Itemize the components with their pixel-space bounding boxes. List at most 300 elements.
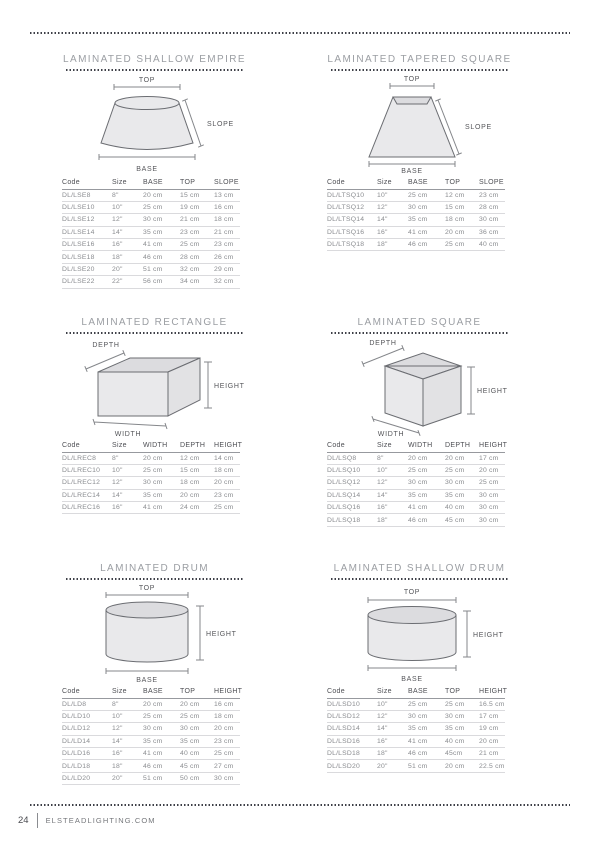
table-cell: 32 cm: [180, 263, 214, 275]
table-header-row: [327, 686, 505, 698]
table-row: [327, 452, 505, 464]
table-cell: 23 cm: [479, 189, 505, 201]
table-cell: 14": [112, 226, 143, 238]
table-cell: 25 cm: [445, 464, 479, 476]
column-header: Code: [327, 177, 377, 189]
table-row: [327, 735, 505, 747]
table-cell: 17 cm: [479, 710, 505, 722]
size-table: [62, 686, 243, 785]
table-cell: 25 cm: [180, 710, 214, 722]
column-header: TOP: [180, 177, 214, 189]
table-cell: 14": [112, 735, 143, 747]
table-cell: 20 cm: [143, 452, 180, 464]
table-cell: 40 cm: [180, 748, 214, 760]
table-cell: 19 cm: [180, 201, 214, 213]
table-cell: 36 cm: [479, 226, 505, 238]
table-cell: 35 cm: [143, 226, 180, 238]
table-row: [62, 189, 240, 201]
table-cell: 22": [112, 276, 143, 288]
section-shallow-drum: [327, 563, 512, 785]
column-header: BASE: [408, 177, 445, 189]
table-cell: 23 cm: [214, 735, 240, 747]
table-cell: 18 cm: [180, 477, 214, 489]
bottom-divider: [30, 804, 570, 806]
table-cell: 26 cm: [214, 251, 240, 263]
table-cell: 10": [112, 201, 143, 213]
table-cell: 30 cm: [479, 489, 505, 501]
table-cell: 20 cm: [143, 698, 180, 710]
column-header: DEPTH: [180, 440, 214, 452]
dim-label-base: BASE: [136, 166, 158, 173]
table-row: [62, 710, 240, 722]
table-cell: 12": [112, 477, 143, 489]
size-table: [62, 177, 240, 289]
table-cell: 23 cm: [214, 489, 240, 501]
table-cell: 41 cm: [408, 735, 445, 747]
table-cell: 22.5 cm: [479, 760, 505, 772]
square-shade-diagram: [327, 334, 512, 438]
column-header: BASE: [408, 686, 445, 698]
table-cell: 18": [112, 251, 143, 263]
column-header: HEIGHT: [479, 686, 505, 698]
table-cell: 16": [112, 748, 143, 760]
table-cell: DL/LSE12: [62, 214, 112, 226]
table-cell: DL/LSQ10: [327, 464, 377, 476]
table-cell: DL/LSE8: [62, 189, 112, 201]
table-cell: 30 cm: [143, 477, 180, 489]
table-cell: 20 cm: [479, 735, 505, 747]
table-header-row: [62, 177, 240, 189]
dim-label-top: TOP: [403, 589, 421, 596]
table-row: [62, 276, 240, 288]
table-cell: DL/LD8: [62, 698, 112, 710]
table-cell: 35 cm: [445, 723, 479, 735]
table-cell: 35 cm: [408, 214, 445, 226]
table-cell: 10": [112, 710, 143, 722]
table-row: [62, 698, 240, 710]
table-row: [327, 201, 505, 213]
dim-label-base: BASE: [401, 168, 423, 173]
table-cell: DL/LD20: [62, 772, 112, 784]
table-cell: 10": [112, 464, 143, 476]
table-cell: 20 cm: [479, 464, 505, 476]
table-cell: 46 cm: [408, 239, 445, 251]
table-cell: DL/LSE22: [62, 276, 112, 288]
dim-label-width: WIDTH: [377, 431, 405, 436]
column-header: Size: [377, 440, 408, 452]
table-row: [62, 239, 240, 251]
table-cell: 30 cm: [445, 710, 479, 722]
column-header: TOP: [445, 686, 479, 698]
table-row: [62, 489, 240, 501]
table-cell: 41 cm: [408, 502, 445, 514]
table-cell: 56 cm: [143, 276, 180, 288]
table-row: [327, 489, 505, 501]
table-cell: DL/LSE20: [62, 263, 112, 275]
table-cell: 10": [377, 698, 408, 710]
table-cell: 16.5 cm: [479, 698, 505, 710]
section-title: LAMINATED RECTANGLE: [81, 317, 228, 328]
section-title: LAMINATED SQUARE: [357, 317, 482, 328]
table-cell: DL/LSQ14: [327, 489, 377, 501]
section-square: [327, 317, 512, 563]
table-cell: 16 cm: [214, 698, 240, 710]
table-cell: 14 cm: [214, 452, 240, 464]
table-header-row: [327, 177, 505, 189]
table-cell: 35 cm: [143, 489, 180, 501]
table-cell: 16": [377, 735, 408, 747]
size-table: [327, 686, 508, 773]
table-row: [327, 710, 505, 722]
column-header: Code: [327, 686, 377, 698]
column-header: Size: [377, 686, 408, 698]
table-cell: 30 cm: [408, 477, 445, 489]
table-cell: 20 cm: [445, 452, 479, 464]
table-cell: 25 cm: [143, 710, 180, 722]
column-header: Code: [62, 177, 112, 189]
table-row: [62, 464, 240, 476]
table-cell: 46 cm: [408, 748, 445, 760]
table-cell: 12": [377, 477, 408, 489]
table-header-row: [62, 440, 240, 452]
table-cell: 40 cm: [479, 239, 505, 251]
size-table: [327, 440, 508, 527]
table-cell: 35 cm: [408, 723, 445, 735]
column-header: Size: [112, 177, 143, 189]
table-row: [327, 760, 505, 772]
section-title: LAMINATED TAPERED SQUARE: [327, 54, 512, 65]
table-cell: 15 cm: [180, 464, 214, 476]
table-row: [62, 214, 240, 226]
table-cell: 25 cm: [408, 698, 445, 710]
table-row: [327, 239, 505, 251]
table-cell: 18": [377, 748, 408, 760]
table-cell: 46 cm: [408, 514, 445, 526]
table-cell: 28 cm: [479, 201, 505, 213]
table-cell: 41 cm: [143, 748, 180, 760]
column-header: HEIGHT: [214, 440, 240, 452]
drum-shade-diagram: [62, 580, 247, 684]
table-cell: 14": [377, 489, 408, 501]
website-link[interactable]: ELSTEADLIGHTING.COM: [45, 816, 156, 825]
page-footer: [18, 813, 156, 828]
table-cell: 30 cm: [479, 502, 505, 514]
table-cell: 20 cm: [214, 723, 240, 735]
table-cell: 17 cm: [479, 452, 505, 464]
table-cell: 35 cm: [408, 489, 445, 501]
table-cell: 20 cm: [143, 189, 180, 201]
dim-label-height: HEIGHT: [214, 383, 245, 390]
table-cell: DL/LTSQ14: [327, 214, 377, 226]
table-cell: DL/LREC12: [62, 477, 112, 489]
empire-shade-diagram: [62, 71, 247, 175]
table-row: [327, 514, 505, 526]
table-cell: DL/LSQ16: [327, 502, 377, 514]
table-cell: 15 cm: [180, 189, 214, 201]
table-cell: 30 cm: [445, 477, 479, 489]
table-cell: 16": [377, 226, 408, 238]
table-cell: DL/LD12: [62, 723, 112, 735]
column-header: WIDTH: [408, 440, 445, 452]
table-cell: DL/LSD10: [327, 698, 377, 710]
table-row: [327, 502, 505, 514]
table-cell: 12": [377, 710, 408, 722]
table-cell: DL/LTSQ18: [327, 239, 377, 251]
table-cell: DL/LSD14: [327, 723, 377, 735]
table-cell: 30 cm: [408, 201, 445, 213]
table-cell: 16 cm: [214, 201, 240, 213]
table-cell: DL/LREC14: [62, 489, 112, 501]
column-header: Size: [112, 440, 143, 452]
table-cell: 35 cm: [180, 735, 214, 747]
table-row: [62, 502, 240, 514]
rectangle-shade-diagram: [62, 334, 247, 438]
table-cell: 8": [377, 452, 408, 464]
table-cell: 18 cm: [214, 710, 240, 722]
dim-label-depth: DEPTH: [92, 342, 120, 349]
table-cell: 28 cm: [180, 251, 214, 263]
table-cell: DL/LREC8: [62, 452, 112, 464]
table-cell: 12": [112, 723, 143, 735]
table-cell: 30 cm: [143, 214, 180, 226]
table-cell: 34 cm: [180, 276, 214, 288]
table-row: [62, 263, 240, 275]
table-cell: 20 cm: [214, 477, 240, 489]
column-header: Size: [112, 686, 143, 698]
table-cell: DL/LSD18: [327, 748, 377, 760]
column-header: Size: [377, 177, 408, 189]
table-cell: 30 cm: [479, 514, 505, 526]
table-cell: 51 cm: [408, 760, 445, 772]
page-number: 24: [18, 815, 29, 826]
table-cell: 25 cm: [479, 477, 505, 489]
table-cell: 50 cm: [180, 772, 214, 784]
table-cell: 16": [112, 502, 143, 514]
table-cell: 41 cm: [408, 226, 445, 238]
table-row: [62, 735, 240, 747]
table-cell: DL/LSE16: [62, 239, 112, 251]
table-cell: DL/LSE14: [62, 226, 112, 238]
table-row: [327, 748, 505, 760]
table-cell: 40 cm: [445, 735, 479, 747]
section-title: LAMINATED DRUM: [100, 563, 209, 574]
column-header: HEIGHT: [479, 440, 505, 452]
table-cell: 21 cm: [214, 226, 240, 238]
table-cell: 12": [112, 214, 143, 226]
table-cell: 20 cm: [180, 489, 214, 501]
table-cell: 18 cm: [214, 214, 240, 226]
dim-label-slope: SLOPE: [465, 124, 492, 131]
table-cell: 12": [377, 201, 408, 213]
table-row: [62, 201, 240, 213]
table-cell: 45cm: [445, 748, 479, 760]
size-table: [62, 440, 243, 514]
column-header: SLOPE: [214, 177, 240, 189]
table-row: [62, 760, 240, 772]
table-cell: 51 cm: [143, 263, 180, 275]
table-cell: 16": [112, 239, 143, 251]
table-cell: 19 cm: [479, 723, 505, 735]
section-title: LAMINATED SHALLOW DRUM: [333, 563, 506, 574]
table-cell: 27 cm: [214, 760, 240, 772]
table-cell: 20 cm: [445, 760, 479, 772]
table-cell: 25 cm: [214, 748, 240, 760]
dim-label-top: TOP: [138, 77, 156, 84]
column-header: DEPTH: [445, 440, 479, 452]
table-cell: 45 cm: [180, 760, 214, 772]
table-cell: 18": [377, 514, 408, 526]
section-tapered-square: [327, 54, 512, 317]
section-rectangle: [62, 317, 247, 563]
table-row: [62, 226, 240, 238]
table-cell: 14": [112, 489, 143, 501]
table-cell: 46 cm: [143, 251, 180, 263]
table-cell: 25 cm: [408, 189, 445, 201]
table-cell: DL/LSE10: [62, 201, 112, 213]
table-cell: 30 cm: [408, 710, 445, 722]
shallow-drum-shade-diagram: [327, 580, 512, 684]
table-cell: 35 cm: [143, 735, 180, 747]
table-cell: 41 cm: [143, 502, 180, 514]
dim-label-width: WIDTH: [114, 431, 142, 436]
table-cell: 20": [112, 772, 143, 784]
section-shallow-empire: [62, 54, 247, 317]
table-cell: DL/LSD20: [327, 760, 377, 772]
table-cell: 25 cm: [143, 201, 180, 213]
section-title: LAMINATED SHALLOW EMPIRE: [63, 54, 246, 65]
table-cell: 30 cm: [143, 723, 180, 735]
table-row: [62, 772, 240, 784]
table-cell: 10": [377, 189, 408, 201]
table-cell: DL/LD18: [62, 760, 112, 772]
table-row: [327, 723, 505, 735]
table-cell: 25 cm: [408, 464, 445, 476]
table-cell: 23 cm: [180, 226, 214, 238]
column-header: TOP: [180, 686, 214, 698]
table-cell: 12 cm: [180, 452, 214, 464]
table-cell: 25 cm: [445, 698, 479, 710]
table-cell: 30 cm: [479, 214, 505, 226]
table-cell: 23 cm: [214, 239, 240, 251]
dim-label-top: TOP: [403, 76, 421, 83]
table-cell: 20 cm: [445, 226, 479, 238]
table-cell: 14": [377, 214, 408, 226]
table-cell: 46 cm: [143, 760, 180, 772]
column-header: HEIGHT: [214, 686, 240, 698]
table-cell: 24 cm: [180, 502, 214, 514]
table-cell: DL/LSQ18: [327, 514, 377, 526]
table-cell: 29 cm: [214, 263, 240, 275]
table-cell: 20": [112, 263, 143, 275]
column-header: BASE: [143, 177, 180, 189]
table-cell: 35 cm: [445, 489, 479, 501]
table-cell: DL/LTSQ10: [327, 189, 377, 201]
table-cell: 25 cm: [445, 239, 479, 251]
column-header: SLOPE: [479, 177, 505, 189]
table-cell: DL/LD16: [62, 748, 112, 760]
table-cell: 8": [112, 452, 143, 464]
table-cell: 18 cm: [214, 464, 240, 476]
table-row: [327, 226, 505, 238]
table-row: [327, 698, 505, 710]
column-header: WIDTH: [143, 440, 180, 452]
table-cell: 32 cm: [214, 276, 240, 288]
table-row: [327, 214, 505, 226]
table-row: [62, 251, 240, 263]
table-cell: 16": [377, 502, 408, 514]
table-cell: 13 cm: [214, 189, 240, 201]
column-header: TOP: [445, 177, 479, 189]
top-divider: [30, 32, 570, 34]
column-header: Code: [327, 440, 377, 452]
table-cell: 18": [112, 760, 143, 772]
table-cell: DL/LSE18: [62, 251, 112, 263]
table-row: [62, 748, 240, 760]
table-cell: 15 cm: [445, 201, 479, 213]
table-cell: 8": [112, 189, 143, 201]
table-cell: 45 cm: [445, 514, 479, 526]
dim-label-base: BASE: [401, 676, 423, 682]
dim-label-depth: DEPTH: [369, 340, 397, 347]
table-row: [62, 723, 240, 735]
dim-label-height: HEIGHT: [477, 388, 508, 395]
table-cell: DL/LD14: [62, 735, 112, 747]
table-cell: 21 cm: [180, 214, 214, 226]
dim-label-base: BASE: [136, 677, 158, 682]
footer-divider: [37, 813, 38, 828]
table-cell: 25 cm: [180, 239, 214, 251]
table-cell: 51 cm: [143, 772, 180, 784]
table-cell: 25 cm: [143, 464, 180, 476]
table-cell: 8": [112, 698, 143, 710]
table-cell: 30 cm: [180, 723, 214, 735]
size-table: [327, 177, 505, 251]
table-cell: 10": [377, 464, 408, 476]
table-cell: 41 cm: [143, 239, 180, 251]
table-cell: DL/LSQ12: [327, 477, 377, 489]
section-drum: [62, 563, 247, 785]
column-header: Code: [62, 440, 112, 452]
table-cell: 18 cm: [445, 214, 479, 226]
table-cell: 20 cm: [180, 698, 214, 710]
table-cell: DL/LTSQ16: [327, 226, 377, 238]
table-row: [327, 477, 505, 489]
table-header-row: [62, 686, 240, 698]
table-row: [62, 477, 240, 489]
table-cell: DL/LSQ8: [327, 452, 377, 464]
table-cell: DL/LREC16: [62, 502, 112, 514]
column-header: Code: [62, 686, 112, 698]
table-header-row: [327, 440, 505, 452]
table-cell: 18": [377, 239, 408, 251]
dim-label-height: HEIGHT: [206, 631, 237, 638]
table-row: [327, 464, 505, 476]
table-cell: 12 cm: [445, 189, 479, 201]
sections-grid: [62, 54, 512, 785]
table-cell: DL/LREC10: [62, 464, 112, 476]
dim-label-slope: SLOPE: [207, 121, 234, 128]
table-cell: 21 cm: [479, 748, 505, 760]
table-cell: DL/LTSQ12: [327, 201, 377, 213]
table-cell: 14": [377, 723, 408, 735]
table-cell: DL/LSD12: [327, 710, 377, 722]
table-cell: DL/LD10: [62, 710, 112, 722]
table-cell: DL/LSD16: [327, 735, 377, 747]
dim-label-height: HEIGHT: [473, 632, 504, 639]
table-row: [327, 189, 505, 201]
table-cell: 40 cm: [445, 502, 479, 514]
column-header: BASE: [143, 686, 180, 698]
